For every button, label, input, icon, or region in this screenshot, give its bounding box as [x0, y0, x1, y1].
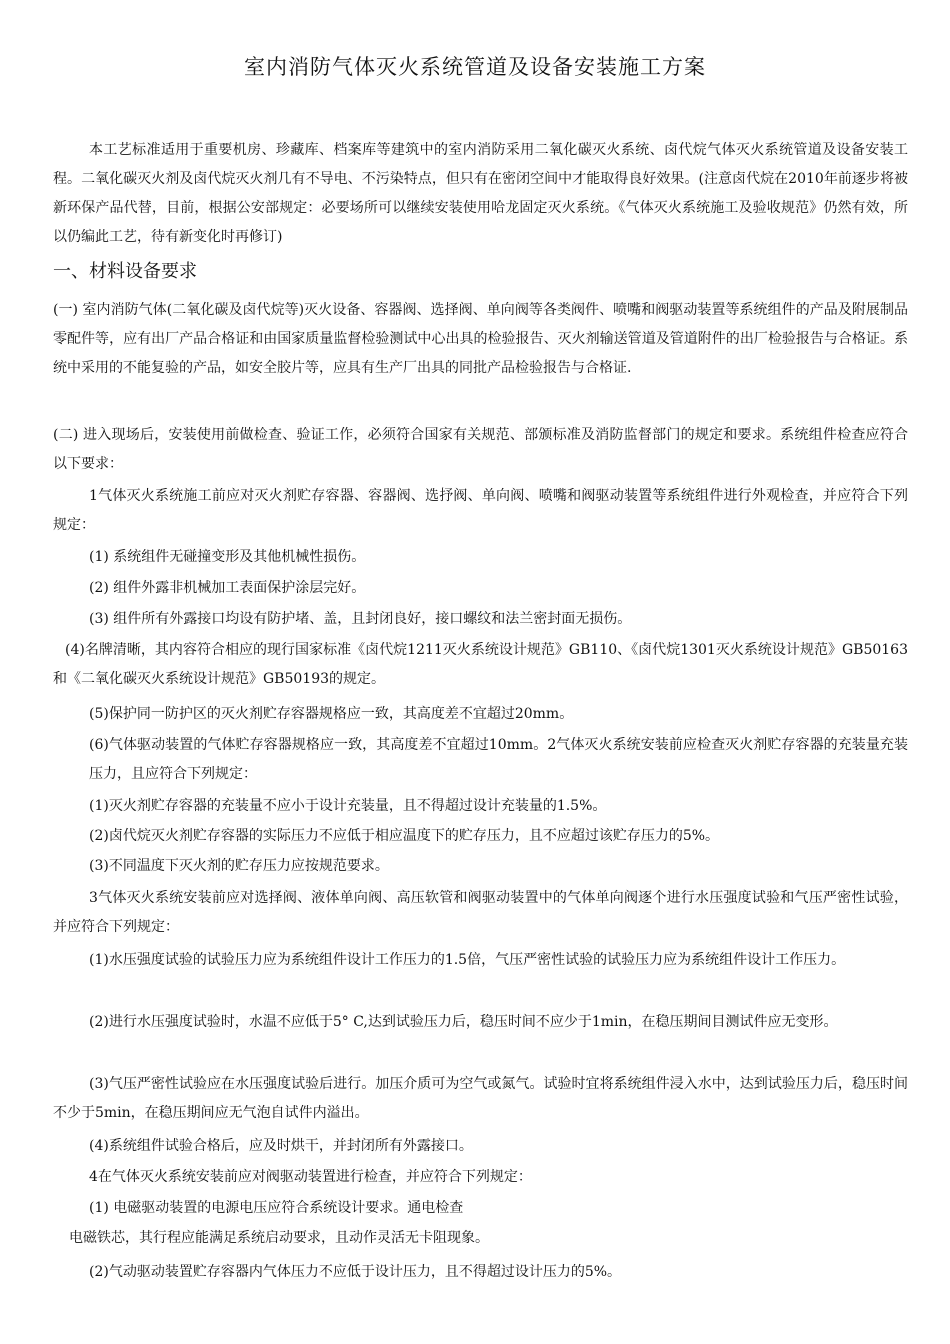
list-item: (2)进行水压强度试验时，水温不应低于5° C,达到试验压力后，稳压时间不应少于1min，在稳压期间目测试件应无变形。 — [89, 1014, 838, 1030]
list-item: (4)系统组件试验合格后，应及时烘干，并封闭所有外露接口。 — [89, 1138, 473, 1154]
intro-paragraph: 本工艺标准适用于重要机房、珍藏库、档案库等建筑中的室内消防采用二氧化碳灭火系统、卤代烷气体灭火系统管道及设备安装工程。二氧化碳灭火剂及卤代烷灭火剂几有不导电、不污染特点，但只有在密闭空间中才能取得良好效果。(注意卤代烷在2010年前逐步将被新环保产品代替，目前，根据公安部规定：必要场所可以继续安装使用哈龙固定灭火系统。《气体灭火系统施工及验收规范》仍然有效，所以仍编此工艺，待有新变化时再修订) — [53, 142, 908, 245]
list-item: (1)水压强度试验的试验压力应为系统组件设计工作压力的1.5倍，气压严密性试验的试验压力应为系统组件设计工作压力。 — [89, 952, 846, 968]
paragraph-18: 4在气体灭火系统安装前应对阀驱动装置进行检查，并应符合下列规定： — [89, 1169, 532, 1185]
list-item: (1) 系统组件无碰撞变形及其他机械性损伤。 — [89, 549, 366, 565]
paragraph-2: (二) 进入现场后，安装使用前做检查、验证工作，必须符合国家有关规范、部颁标准及消防监督部门的规定和要求。系统组件检查应符合以下要求： — [53, 427, 908, 472]
list-item: (4)名牌清晰，其内容符合相应的现行国家标准《卤代烷1211灭火系统设计规范》GB110、《卤代烷1301灭火系统设计规范》GB50163和《二氧化碳灭火系统设计规范》GB50193的规定。 — [53, 642, 908, 687]
list-item: (5)保护同一防护区的灭火剂贮存容器规格应一致，其高度差不宜超过20mm。 — [89, 706, 574, 722]
list-item: (3)气压严密性试验应在水压强度试验后进行。加压介质可为空气或氮气。试验时宜将系统组件浸入水中，达到试验压力后，稳压时间不少于5min，在稳压期间应无气泡自试件内溢出。 — [53, 1076, 908, 1121]
paragraph-3: 1气体灭火系统施工前应对灭火剂贮存容器、容器阀、选抒阀、单向阀、喷嘴和阀驱动装置等系统组件进行外观检查，并应符合下列规定： — [53, 488, 908, 533]
list-item: (3)不同温度下灭火剂的贮存压力应按规范要求。 — [89, 858, 389, 874]
paragraph-1: (一) 室内消防气体(二氧化碳及卤代烷等)灭火设备、容器阀、选择阀、单向阀等各类阀件、喷嘴和阀驱动装置等系统组件的产品及附展制品零配件等，应有出厂产品合格证和由国家质量监督检验测试中心出具的检验报告、灭火剂输送管道及管道附件的出厂检验报告与合格证。系统中采用的不能复验的产品，如安全胶片等，应具有生产厂出具的同批产品检验报告与合格证. — [53, 302, 908, 376]
document-title: 室内消防气体灭火系统管道及设备安装施工方案 — [244, 55, 706, 79]
list-item: (1)灭火剂贮存容器的充装量不应小于设计充装量，且不得超过设计充装量的1.5%。 — [89, 798, 607, 814]
section-heading: 一、材料设备要求 — [53, 261, 197, 282]
list-item: (1) 电磁驱动装置的电源电压应符合系统设计要求。通电检查 — [89, 1200, 464, 1216]
list-item: (6)气体驱动装置的气体贮存容器规格应一致，其高度差不宜超过10mm。2气体灭火系统安装前应检查灭火剂贮存容器的充装量充装压力，且应符合下列规定： — [89, 737, 908, 782]
list-item: (2) 组件外露非机械加工表面保护涂层完好。 — [89, 580, 366, 596]
list-item: (3) 组件所有外露接口均设有防护堵、盖，且封闭良好，接口螺纹和法兰密封面无损伤。 — [89, 611, 632, 627]
list-item-continuation: 电磁铁芯，其行程应能满足系统启动要求，且动作灵活无卡阻现象。 — [69, 1230, 489, 1246]
list-item: (2)气动驱动装置贮存容器内气体压力不应低于设计压力，且不得超过设计压力的5%。 — [89, 1264, 622, 1280]
list-item: (2)卤代烷灭火剂贮存容器的实际压力不应低于相应温度下的贮存压力，且不应超过该贮存压力的5%。 — [89, 828, 720, 844]
paragraph-13: 3气体灭火系统安装前应对选择阀、液体单向阀、高压软管和阀驱动装置中的气体单向阀逐个进行水压强度试验和气压严密性试验，并应符合下列规定： — [53, 890, 908, 935]
